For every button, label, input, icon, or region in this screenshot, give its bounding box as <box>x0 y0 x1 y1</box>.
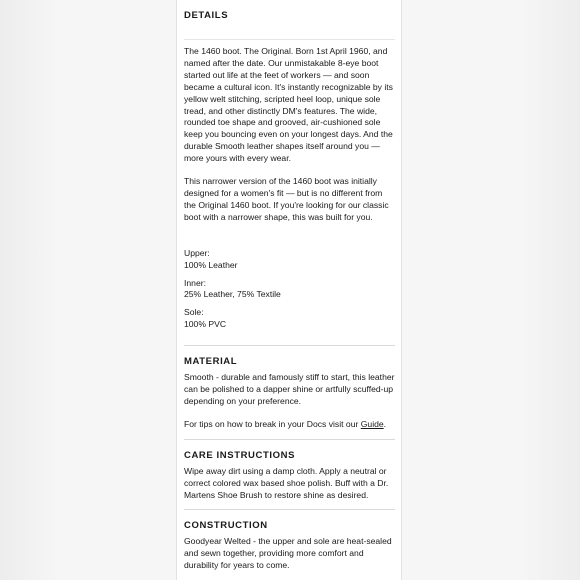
spec-value: 100% PVC <box>184 319 227 330</box>
guide-link[interactable]: Guide <box>360 418 384 429</box>
spec-label: Inner: <box>184 277 206 288</box>
spec-inner <box>184 278 395 302</box>
spec-label: Upper: <box>184 247 210 258</box>
details-section <box>184 0 395 346</box>
spec-sole <box>184 307 395 331</box>
spec-label: Sole: <box>184 307 204 318</box>
product-info-panel[interactable] <box>176 0 402 580</box>
spec-value: 25% Leather, 75% Textile <box>184 289 281 300</box>
construction-section <box>184 510 395 580</box>
details-fit-note: This narrower version of the 1460 boot was initially designed for a women's fit — but is no different from the Original 1460 boot. If you're looking for our classic boot with a narrower shape, this was built for you. <box>184 176 389 222</box>
spec-upper <box>184 248 395 272</box>
spec-value: 100% Leather <box>184 259 238 270</box>
construction-description: Goodyear Welted - the upper and sole are heat-sealed and sewn together, providing more comfort and durability for years to come. <box>184 536 392 571</box>
material-heading[interactable]: MATERIAL <box>184 356 238 368</box>
details-divider <box>184 22 395 40</box>
construction-heading[interactable]: CONSTRUCTION <box>184 520 268 532</box>
details-description: The 1460 boot. The Original. Born 1st April 1960, and named after the date. Our unmistakable 8-eye boot started out life at the feet of workers — and soon became a cultural icon. It's instantly recognizable by its yellow welt stitching, scripted heel loop, unique sole tread, and other distinctly DM's features. The wide, rounded toe shape and grooved, air-cushioned sole keep you bouncing even on your longest days. And the durable Smooth leather shapes itself around you — more yours with every wear. <box>184 46 393 164</box>
care-description: Wipe away dirt using a damp cloth. Apply a neutral or correct colored wax based shoe polish. Buff with a Dr. Martens Shoe Brush to restore shine as desired. <box>184 465 389 500</box>
care-section <box>184 440 395 511</box>
material-tips <box>184 419 395 431</box>
tips-prefix: For tips on how to break in your Docs visit our <box>184 418 361 429</box>
tips-suffix: . <box>383 418 387 429</box>
care-heading[interactable]: CARE INSTRUCTIONS <box>184 449 296 461</box>
material-section <box>184 346 395 440</box>
material-description: Smooth - durable and famously stiff to start, this leather can be polished to a dapper shine or artfully scuffed-up depending on your preference. <box>184 372 395 406</box>
details-heading[interactable]: DETAILS <box>184 10 229 21</box>
